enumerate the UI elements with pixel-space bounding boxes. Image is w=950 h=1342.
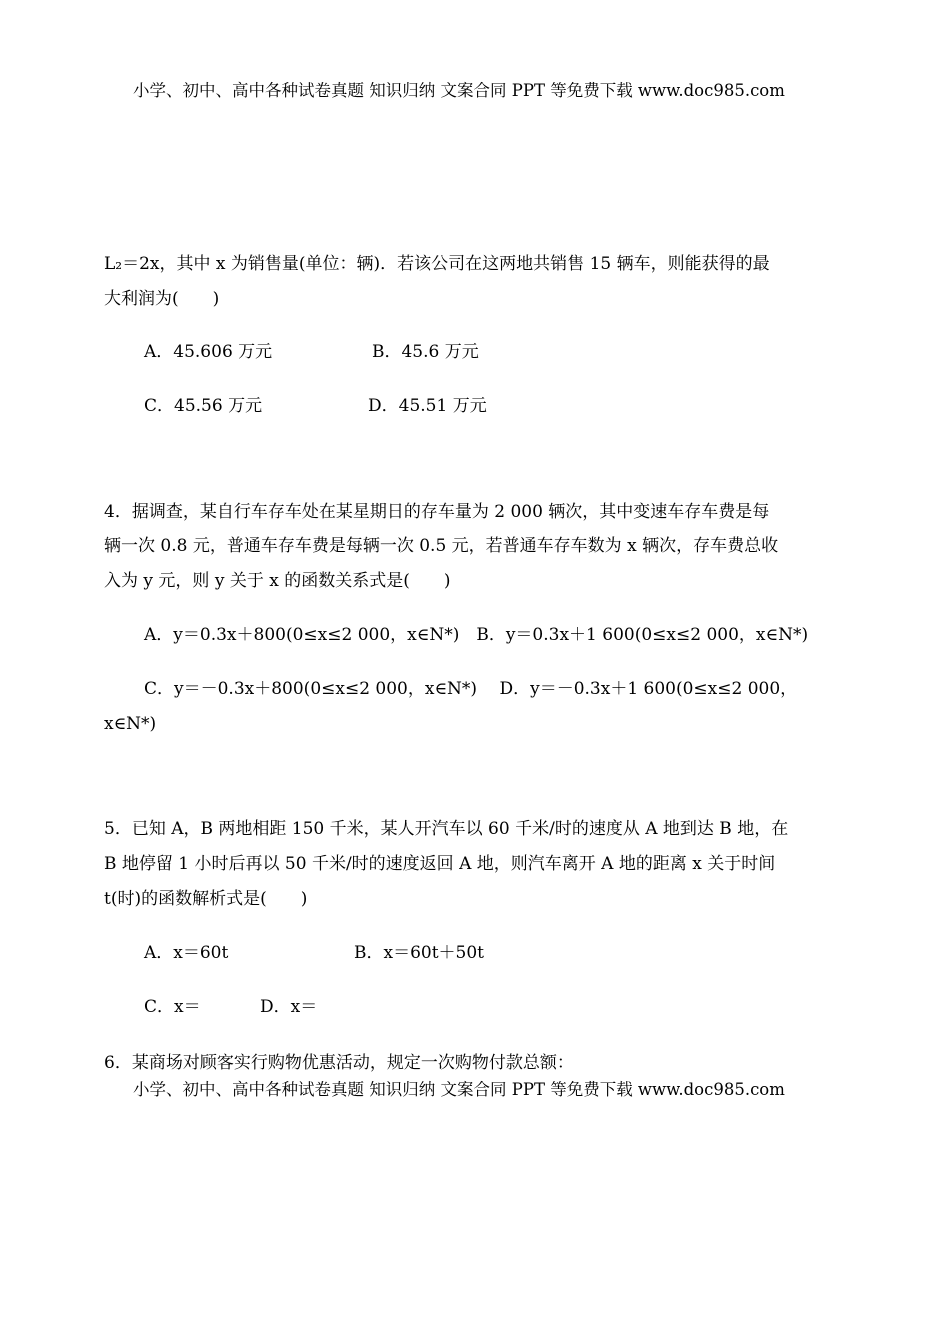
q3-option-c: C．45.56 万元 [144,396,263,416]
footer-banner: 小学、初中、高中各种试卷真题 知识归纳 文案合同 PPT 等免费下载 www.doc985.com [133,1080,785,1099]
q4-line-2: 辆一次 0.8 元，普通车存车费是每辆一次 0.5 元，若普通车存车数为 x 辆次，存车费总收 [104,536,779,556]
q5-line-3: t(时)的函数解析式是( ) [104,889,308,909]
q5-line-1: 5．已知 A，B 两地相距 150 千米，某人开汽车以 60 千米/时的速度从 A 地到达 B 地，在 [104,819,789,839]
q4-line-3: 入为 y 元，则 y 关于 x 的函数关系式是( ) [104,571,451,591]
q5-option-c: C．x＝ [144,997,201,1017]
q4-line-1: 4．据调查，某自行车存车处在某星期日的存车量为 2 000 辆次，其中变速车存车费是每 [104,502,770,522]
q5-line-2: B 地停留 1 小时后再以 50 千米/时的速度返回 A 地，则汽车离开 A 地的距离 x 关于时间 [104,854,776,874]
q3-line-1: L₂＝2x，其中 x 为销售量(单位：辆)．若该公司在这两地共销售 15 辆车，则能获得的最 [104,254,770,274]
q4-options-a-b: A．y＝0.3x＋800(0≤x≤2 000，x∈N*) B．y＝0.3x＋1 600(0≤x≤2 000，x∈N*) [144,625,809,645]
q3-option-d: D．45.51 万元 [368,396,487,416]
q5-option-d: D．x＝ [260,997,318,1017]
q5-option-a: A．x＝60t [144,943,229,963]
q6-line-1: 6．某商场对顾客实行购物优惠活动，规定一次购物付款总额： [104,1053,574,1073]
q4-option-d-continued: x∈N*) [104,714,157,734]
q4-options-c-d: C．y＝－0.3x＋800(0≤x≤2 000，x∈N*) D．y＝－0.3x＋1 600(0≤x≤2 000， [144,679,798,699]
q3-option-b: B．45.6 万元 [372,342,479,362]
header-banner: 小学、初中、高中各种试卷真题 知识归纳 文案合同 PPT 等免费下载 www.doc985.com [133,81,785,100]
q3-option-a: A．45.606 万元 [144,342,273,362]
q3-line-2: 大利润为( ) [104,289,220,309]
q5-option-b: B．x＝60t＋50t [354,943,485,963]
